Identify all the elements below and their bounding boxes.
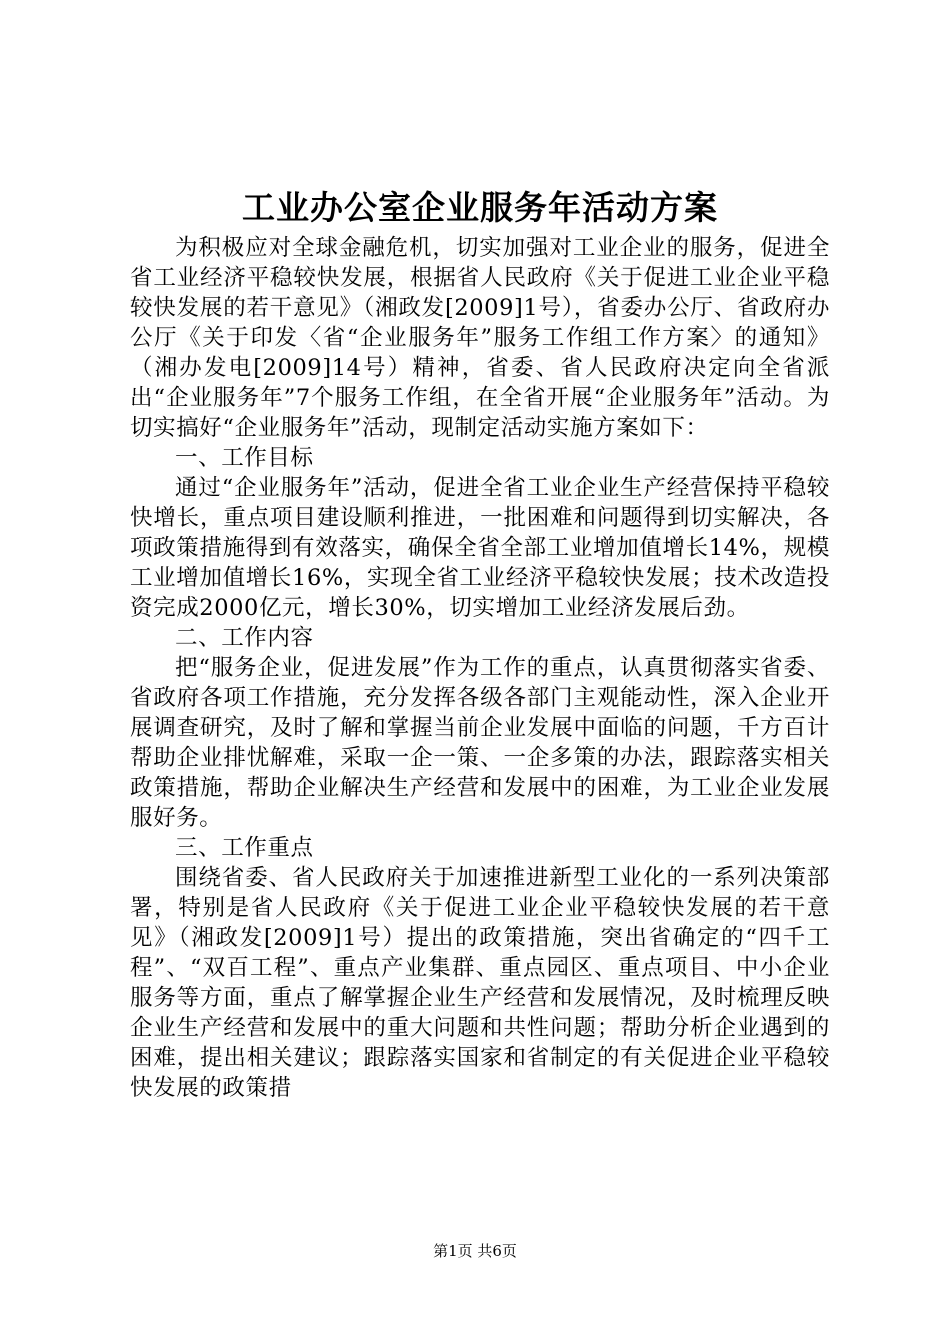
content-paragraph: 把“服务企业，促进发展”作为工作的重点，认真贯彻落实省委、省政府各项工作措施，充分发挥各级各部门主观能动性，深入企业开展调查研究，及时了解和掌握当前企业发展中面临的问题，千方百计帮助企业排忧解难，采取一企一策、一企多策的办法，跟踪落实相关政策措施，帮助企业解决生产经营和发展中的困难，为工业企业发展服好务。 bbox=[130, 655, 830, 831]
document-body bbox=[130, 233, 830, 1103]
goals-paragraph: 通过“企业服务年”活动，促进全省工业企业生产经营保持平稳较快增长，重点项目建设顺利推进，一批困难和问题得到切实解决，各项政策措施得到有效落实，确保全省全部工业增加值增长14%，规模工业增加值增长16%，实现全省工业经济平稳较快发展；技术改造投资完成2000亿元，增长30%，切实增加工业经济发展后劲。 bbox=[130, 475, 830, 621]
section-heading-content: 二、工作内容 bbox=[175, 625, 314, 651]
document-title: 工业办公室企业服务年活动方案 bbox=[242, 188, 718, 227]
focus-paragraph: 围绕省委、省人民政府关于加速推进新型工业化的一系列决策部署，特别是省人民政府《关于促进工业企业平稳较快发展的若干意见》（湘政发[2009]1号）提出的政策措施，突出省确定的“四千工程”、“双百工程”、重点产业集群、重点园区、重点项目、中小企业服务等方面，重点了解掌握企业生产经营和发展情况，及时梳理反映企业生产经营和发展中的重大问题和共性问题；帮助分析企业遇到的困难，提出相关建议；跟踪落实国家和省制定的有关促进企业平稳较快发展的政策措 bbox=[130, 865, 830, 1101]
page-number-footer: 第1页 共6页 bbox=[433, 1242, 517, 1260]
section-heading-focus: 三、工作重点 bbox=[175, 835, 314, 861]
section-heading-goals: 一、工作目标 bbox=[175, 445, 314, 471]
intro-paragraph: 为积极应对全球金融危机，切实加强对工业企业的服务，促进全省工业经济平稳较快发展，根据省人民政府《关于促进工业企业平稳较快发展的若干意见》（湘政发[2009]1号），省委办公厅、省政府办公厅《关于印发〈省“企业服务年”服务工作组工作方案〉的通知》（湘办发电[2009]14号）精神，省委、省人民政府决定向全省派出“企业服务年”7个服务工作组，在全省开展“企业服务年”活动。为切实搞好“企业服务年”活动，现制定活动实施方案如下： bbox=[130, 235, 830, 441]
